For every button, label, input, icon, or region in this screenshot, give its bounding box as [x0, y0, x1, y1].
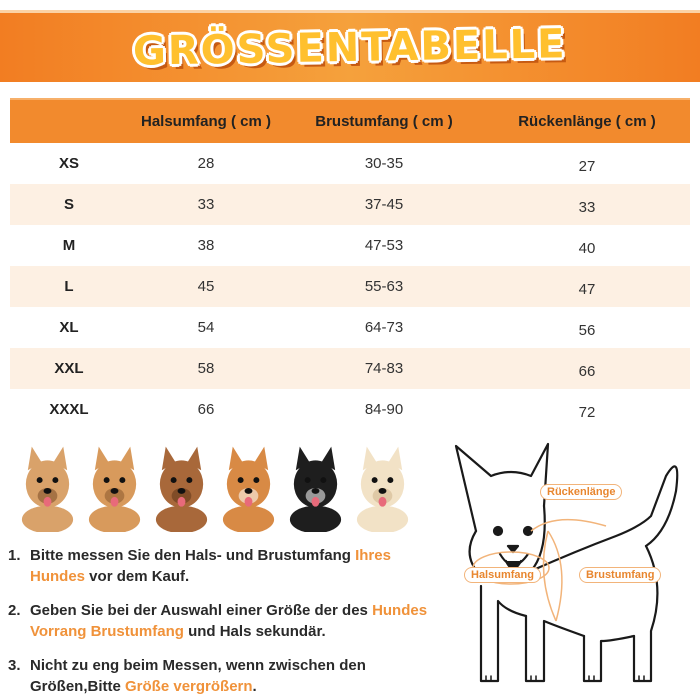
- table-header-row: [10, 99, 690, 143]
- instruction-text: [30, 655, 428, 697]
- table-row: [10, 266, 690, 307]
- brustumfang-cell: 84-90: [284, 389, 484, 430]
- table-row: [10, 389, 690, 430]
- brustumfang-cell: 64-73: [284, 307, 484, 348]
- instruction-number: 2.: [8, 602, 21, 619]
- table-row: [10, 225, 690, 266]
- instruction-part: vor dem Kauf.: [85, 568, 190, 585]
- halsumfang-cell: 58: [128, 348, 284, 389]
- page-title: GRÖSSENTABELLE: [132, 20, 568, 75]
- halsumfang-cell: 54: [128, 307, 284, 348]
- instruction-text: [30, 545, 428, 587]
- halsumfang-cell: 33: [128, 184, 284, 225]
- size-cell: XL: [10, 307, 128, 348]
- maltipoo-photo: [83, 440, 146, 532]
- rueckenlaenge-cell: 72: [484, 389, 690, 430]
- instruction-number: 3.: [8, 657, 21, 674]
- instruction-part: Nicht zu eng beim Messen, wenn zwischen den Größen,Bitte: [30, 657, 366, 695]
- halsumfang-cell: 45: [128, 266, 284, 307]
- rueckenlaenge-cell: 56: [484, 307, 690, 348]
- instruction-part: und Hals sekundär.: [183, 623, 326, 640]
- highlight-text: Hundes Vorrang Brustumfang: [30, 602, 428, 640]
- label-halsumfang: Halsumfang: [464, 567, 541, 583]
- rueckenlaenge-cell: 40: [484, 225, 690, 266]
- instruction-text: [30, 600, 428, 642]
- halsumfang-cell: 28: [128, 143, 284, 184]
- header-rueckenlaenge: Rückenlänge ( cm ): [484, 99, 690, 143]
- size-cell: XXL: [10, 348, 128, 389]
- dog-photos-strip: [16, 440, 414, 532]
- rueckenlaenge-cell: 66: [484, 348, 690, 389]
- rueckenlaenge-cell: 47: [484, 266, 690, 307]
- highlight-text: Größe vergrößern: [125, 678, 253, 695]
- label-rueckenlaenge: Rückenlänge: [540, 484, 622, 500]
- instruction-part: Geben Sie bei der Auswahl einer Größe der des: [30, 602, 373, 619]
- table-row: [10, 348, 690, 389]
- brustumfang-cell: 30-35: [284, 143, 484, 184]
- size-cell: L: [10, 266, 128, 307]
- table-row: [10, 184, 690, 225]
- size-table: [10, 98, 690, 430]
- size-cell: XXXL: [10, 389, 128, 430]
- size-cell: M: [10, 225, 128, 266]
- measurement-diagram: [436, 436, 696, 698]
- instruction-part: .: [252, 678, 257, 695]
- instruction-item: [8, 600, 428, 642]
- instruction-item: [8, 545, 428, 587]
- poodle-photo: [150, 440, 213, 532]
- halsumfang-cell: 66: [128, 389, 284, 430]
- instruction-number: 1.: [8, 547, 21, 564]
- header-brustumfang: Brustumfang ( cm ): [284, 99, 484, 143]
- header-halsumfang: Halsumfang ( cm ): [128, 99, 284, 143]
- brustumfang-cell: 47-53: [284, 225, 484, 266]
- labrador-photo: [351, 440, 414, 532]
- brustumfang-cell: 74-83: [284, 348, 484, 389]
- chihuahua-photo: [16, 440, 79, 532]
- brustumfang-cell: 37-45: [284, 184, 484, 225]
- rueckenlaenge-cell: 33: [484, 184, 690, 225]
- header-size: [10, 99, 128, 143]
- size-cell: XS: [10, 143, 128, 184]
- brustumfang-cell: 55-63: [284, 266, 484, 307]
- table-row: [10, 143, 690, 184]
- border-collie-photo: [284, 440, 347, 532]
- table-row: [10, 307, 690, 348]
- highlight-text: Ihres Hundes: [30, 547, 391, 585]
- corgi-photo: [217, 440, 280, 532]
- instruction-part: Bitte messen Sie den Hals- und Brustumfang: [30, 547, 356, 564]
- instruction-item: [8, 655, 428, 697]
- halsumfang-cell: 38: [128, 225, 284, 266]
- measurement-instructions: [8, 545, 428, 700]
- title-banner: [0, 10, 700, 82]
- rueckenlaenge-cell: 27: [484, 143, 690, 184]
- size-cell: S: [10, 184, 128, 225]
- label-brustumfang: Brustumfang: [579, 567, 661, 583]
